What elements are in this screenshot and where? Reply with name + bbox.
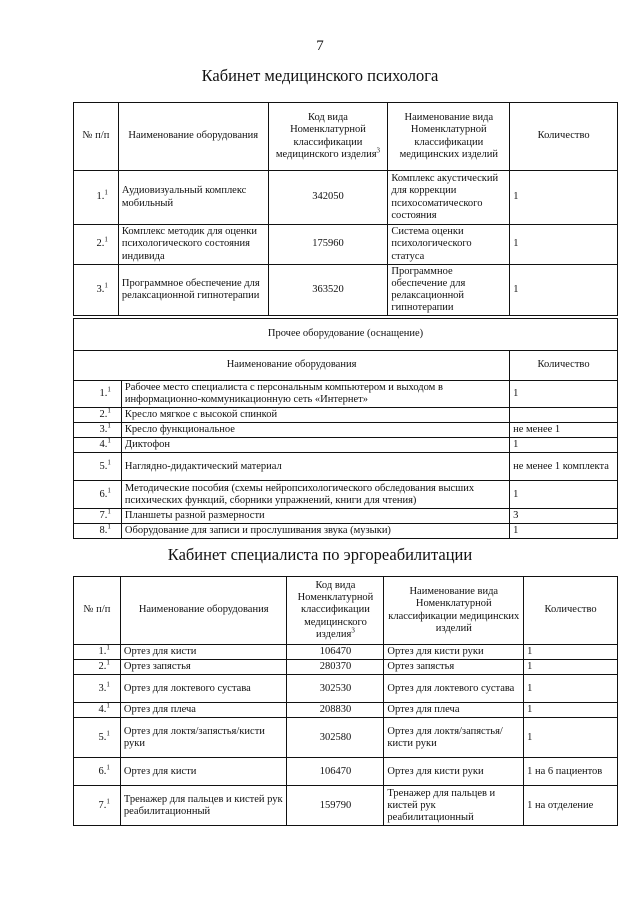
row-number: 5.$^1$ <box>74 453 122 481</box>
equipment-code: 106470 <box>287 758 384 786</box>
row-number: 4.$^1$ <box>74 703 121 718</box>
equipment-kind: Ортез для плеча <box>384 703 524 718</box>
row-number: 8.$^1$ <box>74 524 122 539</box>
equipment-qty: 1 на 6 пациентов <box>524 758 618 786</box>
page-number: 7 <box>316 38 324 54</box>
table-row <box>74 225 618 265</box>
table-ergorehabilitation-equipment <box>73 576 618 826</box>
row-number: 1.$^1$ <box>74 171 119 225</box>
table-row <box>74 509 618 524</box>
equipment-name: Аудиовизуальный комплекс мобильный <box>118 171 268 225</box>
equipment-code: 280370 <box>287 660 384 675</box>
equipment-qty: 1 <box>524 675 618 703</box>
col-header-kind: Наименование вида Номенклатурной классификации медицинских изделий <box>384 577 524 645</box>
table-row <box>74 703 618 718</box>
equipment-code: 363520 <box>268 265 388 316</box>
equipment-name: Ортез для кисти <box>120 758 287 786</box>
equipment-name: Ортез для кисти <box>120 645 287 660</box>
table-row <box>74 718 618 758</box>
equipment-name: Ортез для локтевого сустава <box>120 675 287 703</box>
equipment-name: Методические пособия (схемы нейропсихологического обследования высших психических функций, сборники упражнений, книги для чтения) <box>121 481 509 509</box>
row-number: 1.$^1$ <box>74 645 121 660</box>
equipment-name: Оборудование для записи и прослушивания звука (музыки) <box>121 524 509 539</box>
equipment-name: Ортез для плеча <box>120 703 287 718</box>
col-header-name: Наименование оборудования <box>118 103 268 171</box>
equipment-name: Кресло функциональное <box>121 423 509 438</box>
row-number: 2.$^1$ <box>74 408 122 423</box>
row-number: 3.$^1$ <box>74 675 121 703</box>
table-other-equipment <box>73 318 618 539</box>
row-number: 2.$^1$ <box>74 225 119 265</box>
equipment-qty: 1 на отделение <box>524 786 618 826</box>
equipment-kind: Ортез для кисти руки <box>384 645 524 660</box>
equipment-code: 302580 <box>287 718 384 758</box>
table-header-row <box>74 103 618 171</box>
col-header-kind: Наименование вида Номенклатурной классификации медицинских изделий <box>388 103 510 171</box>
col-header-code: Код вида Номенклатурной классификации медицинского изделия$^3$ <box>287 577 384 645</box>
row-number: 7.$^1$ <box>74 786 121 826</box>
equipment-name: Кресло мягкое с высокой спинкой <box>121 408 509 423</box>
col-header-code: Код вида Номенклатурной классификации медицинского изделия$^3$ <box>268 103 388 171</box>
table-row <box>74 408 618 423</box>
table-row <box>74 381 618 408</box>
equipment-code: 208830 <box>287 703 384 718</box>
equipment-name: Программное обеспечение для релаксационной гипнотерапии <box>118 265 268 316</box>
col-header-qty: Количество <box>524 577 618 645</box>
equipment-code: 159790 <box>287 786 384 826</box>
col-header-qty: Количество <box>510 103 618 171</box>
equipment-qty: не менее 1 комплекта <box>510 453 618 481</box>
equipment-name: Ортез запястья <box>120 660 287 675</box>
col-header-num: № п/п <box>74 103 119 171</box>
equipment-qty: 1 <box>510 481 618 509</box>
row-number: 2.$^1$ <box>74 660 121 675</box>
equipment-qty: не менее 1 <box>510 423 618 438</box>
table-psychologist-equipment <box>73 102 618 316</box>
equipment-qty: 1 <box>510 225 618 265</box>
table-row <box>74 438 618 453</box>
table-title-row <box>74 319 618 351</box>
equipment-kind: Ортез запястья <box>384 660 524 675</box>
equipment-qty: 1 <box>524 718 618 758</box>
row-number: 7.$^1$ <box>74 509 122 524</box>
col-header-qty: Количество <box>510 351 618 381</box>
section-title-psychologist: Кабинет медицинского психолога <box>201 66 439 85</box>
equipment-qty: 3 <box>510 509 618 524</box>
row-number: 3.$^1$ <box>74 265 119 316</box>
table-row <box>74 524 618 539</box>
equipment-code: 175960 <box>268 225 388 265</box>
equipment-qty <box>510 408 618 423</box>
equipment-name: Комплекс методик для оценки психологического состояния индивида <box>118 225 268 265</box>
col-header-name: Наименование оборудования <box>74 351 510 381</box>
equipment-kind: Комплекс акустический для коррекции психосоматического состояния <box>388 171 510 225</box>
equipment-qty: 1 <box>510 265 618 316</box>
equipment-qty: 1 <box>510 381 618 408</box>
section-title-ergorehabilitation: Кабинет специалиста по эргореабилитации <box>167 545 473 564</box>
table-row <box>74 171 618 225</box>
col-header-num: № п/п <box>74 577 121 645</box>
table-row <box>74 481 618 509</box>
table-row <box>74 453 618 481</box>
equipment-name: Рабочее место специалиста с персональным компьютером и выходом в информационно-коммуникационную сеть «Интернет» <box>121 381 509 408</box>
table-row <box>74 265 618 316</box>
row-number: 6.$^1$ <box>74 481 122 509</box>
table-row <box>74 423 618 438</box>
equipment-qty: 1 <box>524 703 618 718</box>
equipment-name: Планшеты разной размерности <box>121 509 509 524</box>
row-number: 6.$^1$ <box>74 758 121 786</box>
equipment-qty: 1 <box>510 524 618 539</box>
table-row <box>74 758 618 786</box>
equipment-code: 106470 <box>287 645 384 660</box>
table-row <box>74 660 618 675</box>
equipment-kind: Программное обеспечение для релаксационной гипнотерапии <box>388 265 510 316</box>
equipment-kind: Ортез для локтя/запястья/кисти руки <box>384 718 524 758</box>
row-number: 1.$^1$ <box>74 381 122 408</box>
equipment-name: Наглядно-дидактический материал <box>121 453 509 481</box>
equipment-qty: 1 <box>524 660 618 675</box>
row-number: 5.$^1$ <box>74 718 121 758</box>
equipment-qty: 1 <box>524 645 618 660</box>
equipment-kind: Система оценки психологического статуса <box>388 225 510 265</box>
table-row <box>74 675 618 703</box>
other-equipment-title: Прочее оборудование (оснащение) <box>74 319 618 351</box>
row-number: 3.$^1$ <box>74 423 122 438</box>
table-row <box>74 786 618 826</box>
equipment-kind: Ортез для кисти руки <box>384 758 524 786</box>
col-header-name: Наименование оборудования <box>120 577 287 645</box>
row-number: 4.$^1$ <box>74 438 122 453</box>
equipment-code: 342050 <box>268 171 388 225</box>
equipment-code: 302530 <box>287 675 384 703</box>
table-header-row <box>74 577 618 645</box>
table-header-row <box>74 351 618 381</box>
table-row <box>74 645 618 660</box>
equipment-kind: Тренажер для пальцев и кистей рук реабилитационный <box>384 786 524 826</box>
equipment-name: Диктофон <box>121 438 509 453</box>
equipment-qty: 1 <box>510 438 618 453</box>
equipment-name: Ортез для локтя/запястья/кисти руки <box>120 718 287 758</box>
equipment-name: Тренажер для пальцев и кистей рук реабилитационный <box>120 786 287 826</box>
equipment-qty: 1 <box>510 171 618 225</box>
equipment-kind: Ортез для локтевого сустава <box>384 675 524 703</box>
